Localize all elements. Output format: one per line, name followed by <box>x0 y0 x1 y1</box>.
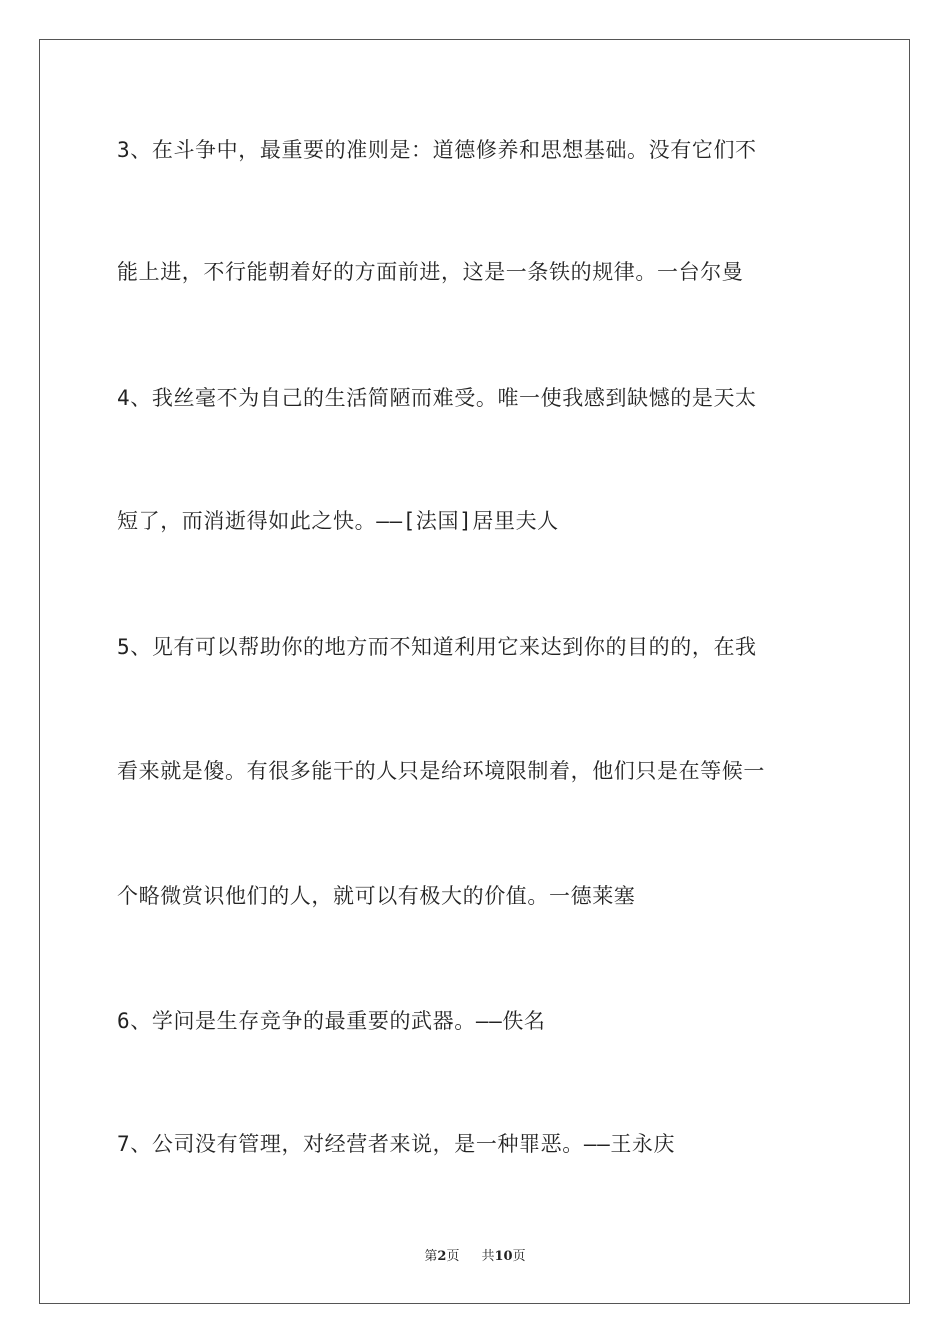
page-footer <box>0 1248 950 1266</box>
page-number: 2 <box>437 1249 447 1264</box>
text-line-7: 个略微赏识他们的人，就可以有极大的价值。一德莱塞 <box>117 884 636 908</box>
text-line-3: 4、我丝毫不为自己的生活简陋而难受。唯一使我感到缺憾的是天太 <box>117 386 757 410</box>
total-label-suffix: 页 <box>512 1249 526 1264</box>
page-label-suffix: 页 <box>446 1249 460 1264</box>
text-line-4: 短了，而消逝得如此之快。——[法国]居里夫人 <box>117 509 559 533</box>
text-line-1: 3、在斗争中，最重要的准则是：道德修养和思想基础。没有它们不 <box>117 138 757 162</box>
text-line-2: 能上进，不行能朝着好的方面前进，这是一条铁的规律。一台尔曼 <box>117 260 744 284</box>
total-pages: 10 <box>494 1249 513 1264</box>
text-line-6: 看来就是傻。有很多能干的人只是给环境限制着，他们只是在等候一 <box>117 759 765 783</box>
text-line-8: 6、学问是生存竞争的最重要的武器。——佚名 <box>117 1009 546 1033</box>
text-line-9: 7、公司没有管理，对经营者来说，是一种罪恶。——王永庆 <box>117 1132 676 1156</box>
total-label-prefix: 共 <box>481 1249 495 1264</box>
page-label-prefix: 第 <box>424 1249 438 1264</box>
text-line-5: 5、见有可以帮助你的地方而不知道利用它来达到你的目的的，在我 <box>117 635 757 659</box>
page-border <box>39 39 910 1304</box>
